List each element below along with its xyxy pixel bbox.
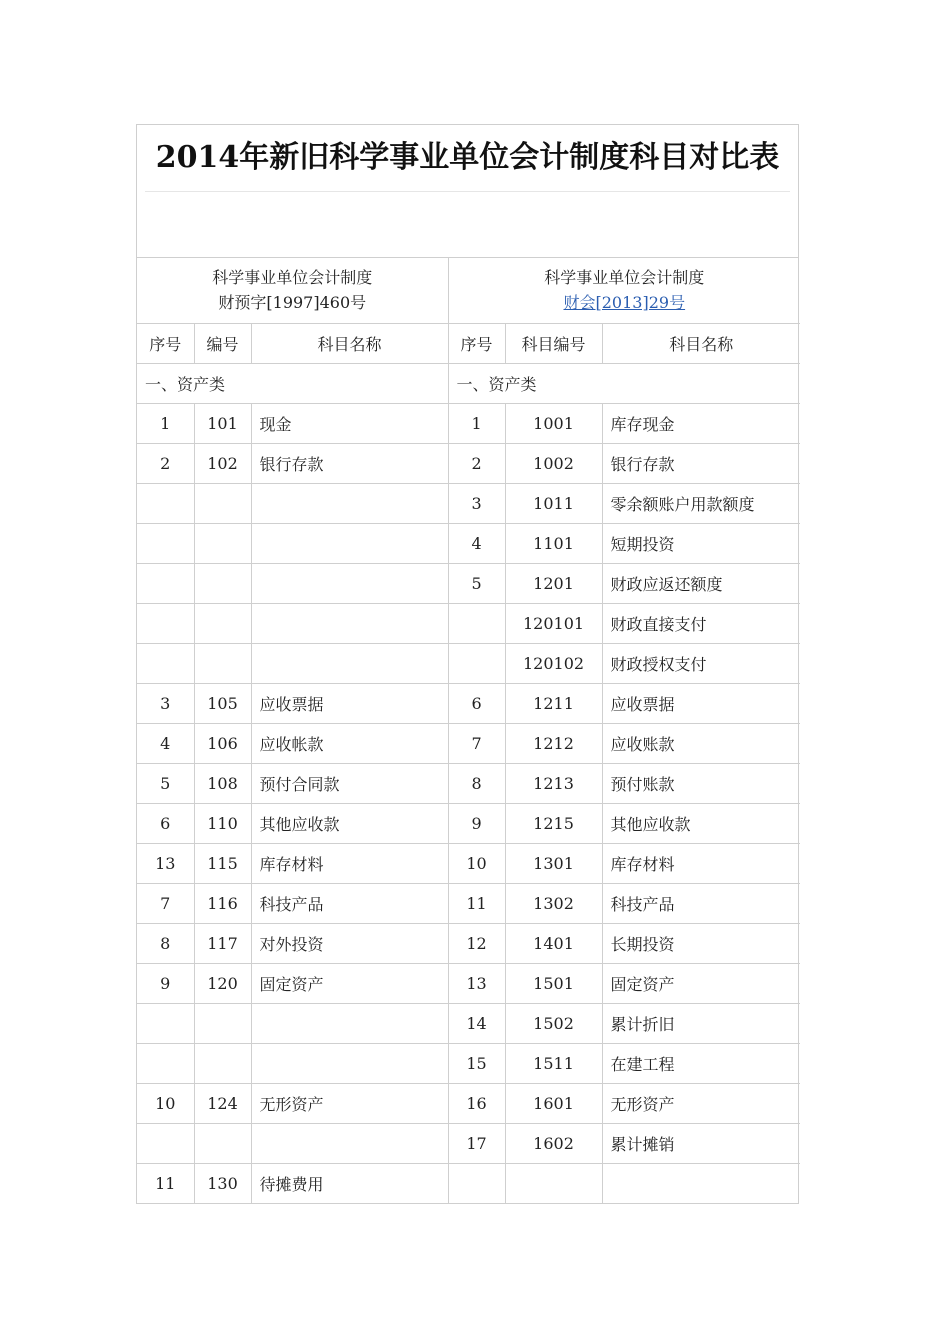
table-row bbox=[137, 843, 800, 883]
table-row bbox=[137, 643, 800, 683]
new-index-cell: 12 bbox=[448, 923, 505, 963]
new-account-name-cell: 应收票据 bbox=[602, 683, 800, 723]
old-code-cell bbox=[194, 1123, 251, 1163]
new-account-name-cell: 短期投资 bbox=[602, 523, 800, 563]
old-index-cell bbox=[137, 483, 194, 523]
old-account-name-cell: 应收票据 bbox=[251, 683, 448, 723]
new-account-name-cell: 财政应返还额度 bbox=[602, 563, 800, 603]
old-index-cell: 1 bbox=[137, 403, 194, 443]
new-code-cell: 1401 bbox=[505, 923, 602, 963]
new-index-cell: 5 bbox=[448, 563, 505, 603]
new-system-name: 科学事业单位会计制度 bbox=[544, 268, 705, 288]
new-code-cell: 1301 bbox=[505, 843, 602, 883]
table-row bbox=[137, 1083, 800, 1123]
table-row bbox=[137, 1003, 800, 1043]
table-row bbox=[137, 883, 800, 923]
old-index-cell bbox=[137, 523, 194, 563]
new-account-name-cell bbox=[602, 1163, 800, 1203]
new-code-cell: 120102 bbox=[505, 643, 602, 683]
comparison-document bbox=[136, 124, 799, 1204]
new-account-name-cell: 累计折旧 bbox=[602, 1003, 800, 1043]
old-index-cell: 7 bbox=[137, 883, 194, 923]
new-index-cell: 17 bbox=[448, 1123, 505, 1163]
new-code-cell: 1212 bbox=[505, 723, 602, 763]
section-row bbox=[137, 363, 800, 403]
new-account-name-cell: 应收账款 bbox=[602, 723, 800, 763]
new-index-cell: 16 bbox=[448, 1083, 505, 1123]
new-index-cell: 2 bbox=[448, 443, 505, 483]
old-system-doc-no: 财预字[1997]460号 bbox=[218, 293, 367, 313]
new-account-name-cell: 库存现金 bbox=[602, 403, 800, 443]
old-account-name-cell bbox=[251, 523, 448, 563]
new-index-cell: 11 bbox=[448, 883, 505, 923]
table-row bbox=[137, 563, 800, 603]
old-index-cell: 5 bbox=[137, 763, 194, 803]
old-account-name-cell bbox=[251, 1003, 448, 1043]
old-code-cell: 105 bbox=[194, 683, 251, 723]
table-row bbox=[137, 403, 800, 443]
column-header-row bbox=[137, 323, 800, 363]
title-box bbox=[137, 125, 798, 258]
new-account-name-cell: 库存材料 bbox=[602, 843, 800, 883]
new-code-cell: 1601 bbox=[505, 1083, 602, 1123]
old-index-cell: 4 bbox=[137, 723, 194, 763]
new-system-doc-link[interactable]: 财会[2013]29号 bbox=[563, 293, 686, 313]
old-code-cell: 130 bbox=[194, 1163, 251, 1203]
new-index-cell bbox=[448, 643, 505, 683]
table-row bbox=[137, 923, 800, 963]
old-index-cell bbox=[137, 603, 194, 643]
table-row bbox=[137, 483, 800, 523]
new-code-cell: 1101 bbox=[505, 523, 602, 563]
old-index-cell bbox=[137, 1123, 194, 1163]
old-account-name-cell: 现金 bbox=[251, 403, 448, 443]
old-index-cell bbox=[137, 1043, 194, 1083]
new-code-cell: 1002 bbox=[505, 443, 602, 483]
old-index-cell bbox=[137, 563, 194, 603]
new-code-cell: 1211 bbox=[505, 683, 602, 723]
old-account-name-cell bbox=[251, 1123, 448, 1163]
table-row bbox=[137, 443, 800, 483]
old-header-account-name: 科目名称 bbox=[251, 323, 448, 363]
new-code-cell: 1302 bbox=[505, 883, 602, 923]
new-account-name-cell: 科技产品 bbox=[602, 883, 800, 923]
system-header-row bbox=[137, 258, 800, 323]
old-account-name-cell: 对外投资 bbox=[251, 923, 448, 963]
new-account-name-cell: 财政授权支付 bbox=[602, 643, 800, 683]
new-account-name-cell: 银行存款 bbox=[602, 443, 800, 483]
old-account-name-cell: 固定资产 bbox=[251, 963, 448, 1003]
new-account-name-cell: 财政直接支付 bbox=[602, 603, 800, 643]
old-code-cell bbox=[194, 603, 251, 643]
new-index-cell: 4 bbox=[448, 523, 505, 563]
new-account-name-cell: 固定资产 bbox=[602, 963, 800, 1003]
old-index-cell bbox=[137, 643, 194, 683]
new-header-code: 科目编号 bbox=[505, 323, 602, 363]
new-code-cell: 1201 bbox=[505, 563, 602, 603]
new-account-name-cell: 在建工程 bbox=[602, 1043, 800, 1083]
old-code-cell: 102 bbox=[194, 443, 251, 483]
old-code-cell: 115 bbox=[194, 843, 251, 883]
new-index-cell: 1 bbox=[448, 403, 505, 443]
new-index-cell bbox=[448, 1163, 505, 1203]
old-index-cell: 6 bbox=[137, 803, 194, 843]
new-header-account-name: 科目名称 bbox=[602, 323, 800, 363]
old-code-cell bbox=[194, 483, 251, 523]
old-code-cell: 101 bbox=[194, 403, 251, 443]
table-row bbox=[137, 1043, 800, 1083]
old-account-name-cell: 待摊费用 bbox=[251, 1163, 448, 1203]
old-account-name-cell: 科技产品 bbox=[251, 883, 448, 923]
new-code-cell: 1011 bbox=[505, 483, 602, 523]
comparison-table bbox=[137, 258, 800, 1203]
old-code-cell: 117 bbox=[194, 923, 251, 963]
new-index-cell: 13 bbox=[448, 963, 505, 1003]
new-index-cell: 7 bbox=[448, 723, 505, 763]
old-account-name-cell bbox=[251, 1043, 448, 1083]
old-index-cell: 13 bbox=[137, 843, 194, 883]
new-account-name-cell: 长期投资 bbox=[602, 923, 800, 963]
page-title: 2014年新旧科学事业单位会计制度科目对比表 bbox=[145, 125, 790, 192]
new-code-cell: 1213 bbox=[505, 763, 602, 803]
new-system-cell bbox=[448, 258, 800, 323]
old-account-name-cell: 银行存款 bbox=[251, 443, 448, 483]
new-code-cell: 1501 bbox=[505, 963, 602, 1003]
table-row bbox=[137, 803, 800, 843]
old-code-cell: 116 bbox=[194, 883, 251, 923]
old-index-cell bbox=[137, 1003, 194, 1043]
old-code-cell bbox=[194, 1003, 251, 1043]
new-index-cell: 9 bbox=[448, 803, 505, 843]
new-index-cell: 15 bbox=[448, 1043, 505, 1083]
new-code-cell: 1511 bbox=[505, 1043, 602, 1083]
new-section-label: 一、资产类 bbox=[448, 363, 800, 403]
new-index-cell: 3 bbox=[448, 483, 505, 523]
new-code-cell bbox=[505, 1163, 602, 1203]
old-code-cell bbox=[194, 643, 251, 683]
old-code-cell: 110 bbox=[194, 803, 251, 843]
old-index-cell: 8 bbox=[137, 923, 194, 963]
new-index-cell bbox=[448, 603, 505, 643]
new-index-cell: 8 bbox=[448, 763, 505, 803]
table-row bbox=[137, 963, 800, 1003]
new-account-name-cell: 累计摊销 bbox=[602, 1123, 800, 1163]
old-account-name-cell: 其他应收款 bbox=[251, 803, 448, 843]
new-account-name-cell: 零余额账户用款额度 bbox=[602, 483, 800, 523]
old-account-name-cell: 无形资产 bbox=[251, 1083, 448, 1123]
old-account-name-cell bbox=[251, 483, 448, 523]
old-code-cell: 108 bbox=[194, 763, 251, 803]
old-code-cell: 106 bbox=[194, 723, 251, 763]
old-account-name-cell: 应收帐款 bbox=[251, 723, 448, 763]
new-code-cell: 1502 bbox=[505, 1003, 602, 1043]
table-row bbox=[137, 603, 800, 643]
new-index-cell: 10 bbox=[448, 843, 505, 883]
old-account-name-cell bbox=[251, 643, 448, 683]
old-code-cell bbox=[194, 1043, 251, 1083]
old-code-cell: 124 bbox=[194, 1083, 251, 1123]
old-account-name-cell: 预付合同款 bbox=[251, 763, 448, 803]
new-code-cell: 1215 bbox=[505, 803, 602, 843]
table-row bbox=[137, 683, 800, 723]
table-row bbox=[137, 523, 800, 563]
new-index-cell: 6 bbox=[448, 683, 505, 723]
old-index-cell: 3 bbox=[137, 683, 194, 723]
old-header-index: 序号 bbox=[137, 323, 194, 363]
old-code-cell bbox=[194, 523, 251, 563]
table-row bbox=[137, 723, 800, 763]
old-section-label: 一、资产类 bbox=[137, 363, 448, 403]
new-code-cell: 1602 bbox=[505, 1123, 602, 1163]
old-code-cell: 120 bbox=[194, 963, 251, 1003]
new-code-cell: 1001 bbox=[505, 403, 602, 443]
new-account-name-cell: 预付账款 bbox=[602, 763, 800, 803]
old-index-cell: 11 bbox=[137, 1163, 194, 1203]
new-account-name-cell: 无形资产 bbox=[602, 1083, 800, 1123]
old-account-name-cell bbox=[251, 563, 448, 603]
old-system-name: 科学事业单位会计制度 bbox=[212, 268, 373, 288]
old-code-cell bbox=[194, 563, 251, 603]
old-index-cell: 9 bbox=[137, 963, 194, 1003]
new-header-index: 序号 bbox=[448, 323, 505, 363]
new-code-cell: 120101 bbox=[505, 603, 602, 643]
old-index-cell: 10 bbox=[137, 1083, 194, 1123]
table-row bbox=[137, 1123, 800, 1163]
old-header-code: 编号 bbox=[194, 323, 251, 363]
old-system-cell bbox=[137, 258, 448, 323]
new-account-name-cell: 其他应收款 bbox=[602, 803, 800, 843]
old-account-name-cell bbox=[251, 603, 448, 643]
table-row bbox=[137, 763, 800, 803]
old-account-name-cell: 库存材料 bbox=[251, 843, 448, 883]
new-index-cell: 14 bbox=[448, 1003, 505, 1043]
old-index-cell: 2 bbox=[137, 443, 194, 483]
table-row bbox=[137, 1163, 800, 1203]
